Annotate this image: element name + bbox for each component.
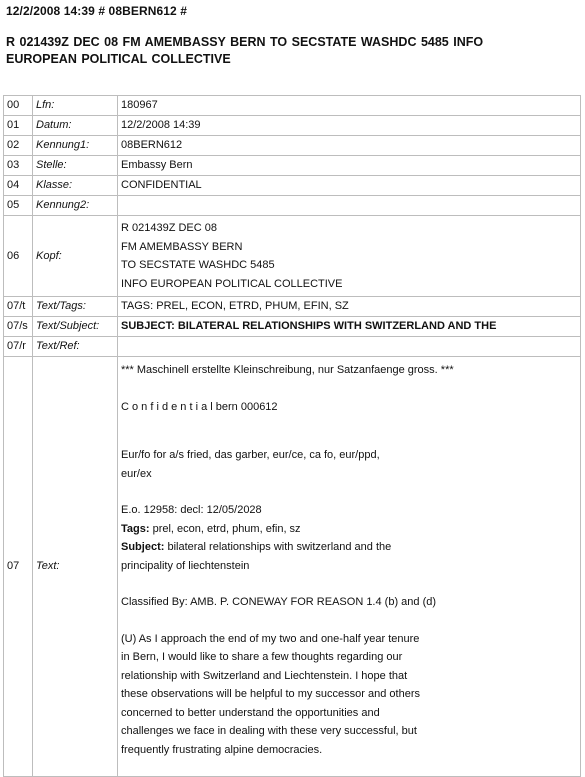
- table-row: [4, 196, 581, 216]
- table-row: [4, 156, 581, 176]
- field-value: SUBJECT: BILATERAL RELATIONSHIPS WITH SWITZERLAND AND THE: [118, 317, 581, 337]
- paragraph-line: concerned to better understand the opportunities and: [121, 706, 380, 719]
- field-value: [118, 337, 581, 357]
- row-number: 07/r: [4, 337, 33, 357]
- paragraph-line: frequently frustrating alpine democracies.: [121, 743, 323, 756]
- subject-label: Subject:: [121, 541, 165, 553]
- record-table: [3, 95, 581, 777]
- field-label: Datum:: [33, 116, 118, 136]
- notice-line: *** Maschinell erstellte Kleinschreibung, nur Satzanfaenge gross. ***: [121, 364, 454, 376]
- row-number: 05: [4, 196, 33, 216]
- field-value: 180967: [118, 96, 581, 116]
- classified-line: Classified By: AMB. P. CONEWAY FOR REASON 1.4 (b) and (d): [121, 596, 437, 608]
- field-label: Klasse:: [33, 176, 118, 196]
- table-row: [4, 176, 581, 196]
- kopf-line: R 021439Z DEC 08: [121, 222, 217, 234]
- field-label: Text/Ref:: [33, 337, 118, 357]
- kopf-line: INFO EUROPEAN POLITICAL COLLECTIVE: [121, 277, 343, 290]
- field-label: Lfn:: [33, 96, 118, 116]
- document-header: 12/2/2008 14:39 # 08BERN612 #: [6, 4, 188, 18]
- subject-line: [121, 538, 577, 557]
- row-number: 00: [4, 96, 33, 116]
- field-label: Text/Subject:: [33, 317, 118, 337]
- kopf-line: FM AMEMBASSY BERN: [121, 240, 243, 253]
- distribution-line: eur/ex: [121, 467, 152, 480]
- message-text: [118, 357, 581, 777]
- table-row: [4, 216, 581, 297]
- document-title: [6, 34, 581, 68]
- field-value: 08BERN612: [118, 136, 581, 156]
- eo-line: E.o. 12958: decl: 12/05/2028: [121, 504, 262, 516]
- paragraph-line: these observations will be helpful to my successor and others: [121, 688, 420, 700]
- row-number: 07: [4, 357, 33, 777]
- row-number: 06: [4, 216, 33, 297]
- table-row: [4, 136, 581, 156]
- field-value: Embassy Bern: [118, 156, 581, 176]
- paragraph-line: relationship with Switzerland and Liechtenstein. I hope that: [121, 669, 408, 682]
- field-label: Text:: [33, 357, 118, 777]
- field-value-multiline: [118, 216, 581, 297]
- field-value: CONFIDENTIAL: [118, 176, 581, 196]
- table-row: [4, 357, 581, 777]
- table-row: [4, 337, 581, 357]
- field-label: Stelle:: [33, 156, 118, 176]
- paragraph-line: (U) As I approach the end of my two and one-half year tenure: [121, 632, 420, 645]
- field-value: [118, 196, 581, 216]
- table-row: [4, 297, 581, 317]
- subject-continuation: principality of liechtenstein: [121, 559, 250, 572]
- table-row: [4, 116, 581, 136]
- title-line-2: EUROPEAN POLITICAL COLLECTIVE: [6, 52, 231, 66]
- field-value: TAGS: PREL, ECON, ETRD, PHUM, EFIN, SZ: [118, 297, 581, 317]
- row-number: 04: [4, 176, 33, 196]
- paragraph-line: in Bern, I would like to share a few thoughts regarding our: [121, 651, 403, 663]
- field-label: Kopf:: [33, 216, 118, 297]
- table-row: [4, 317, 581, 337]
- row-number: 07/s: [4, 317, 33, 337]
- row-number: 02: [4, 136, 33, 156]
- distribution-line: Eur/fo for a/s fried, das garber, eur/ce, ca fo, eur/ppd,: [121, 449, 380, 461]
- row-number: 03: [4, 156, 33, 176]
- field-value: 12/2/2008 14:39: [118, 116, 581, 136]
- row-number: 01: [4, 116, 33, 136]
- confidential-line: C o n f i d e n t i a l bern 000612: [121, 400, 278, 413]
- title-line-1: R 021439Z DEC 08 FM AMEMBASSY BERN TO SECSTATE WASHDC 5485 INFO: [6, 35, 484, 49]
- field-label: Text/Tags:: [33, 297, 118, 317]
- paragraph-line: challenges we face in dealing with these very successful, but: [121, 725, 417, 737]
- tags-label: Tags:: [121, 522, 150, 535]
- row-number: 07/t: [4, 297, 33, 317]
- subject-value: bilateral relationships with switzerland and the: [164, 541, 392, 553]
- tags-value: prel, econ, etrd, phum, efin, sz: [149, 522, 301, 535]
- kopf-line: TO SECSTATE WASHDC 5485: [121, 259, 275, 271]
- table-row: [4, 96, 581, 116]
- field-label: Kennung1:: [33, 136, 118, 156]
- tags-line: [121, 520, 577, 539]
- field-label: Kennung2:: [33, 196, 118, 216]
